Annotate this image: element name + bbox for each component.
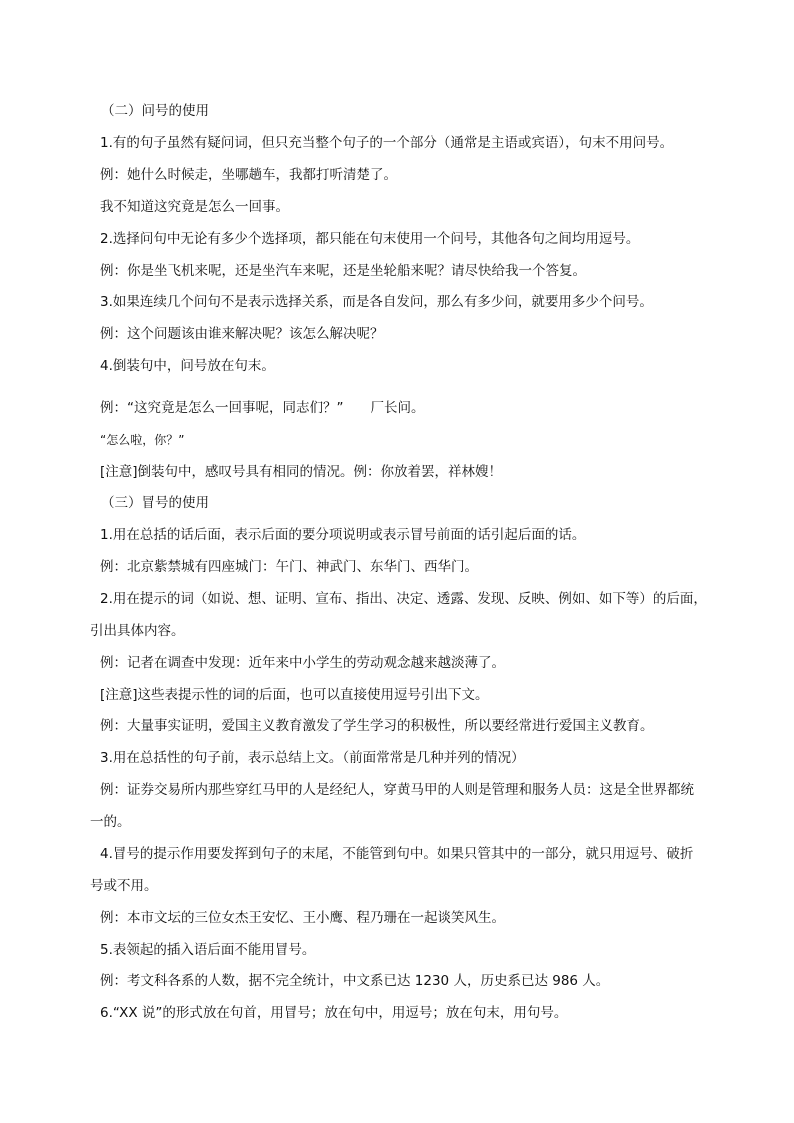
paragraph-line: 2.选择问句中无论有多少个选择项，都只能在句末使用一个问号，其他各句之间均用逗号。 [100, 231, 640, 247]
example-line: 例：“这究竟是怎么一回事呢，同志们？” 厂长问。 [100, 400, 425, 416]
section-heading-colon: （三）冒号的使用 [101, 495, 209, 511]
paragraph-line: 3.用在总括性的句子前，表示总结上文。（前面常常是几种并列的情况） [100, 750, 525, 766]
paragraph-line: 4.冒号的提示作用要发挥到句子的末尾，不能管到句中。如果只管其中的一部分，就只用逗号、破折 [100, 846, 694, 862]
paragraph-line: 号或不用。 [90, 878, 158, 894]
example-line: 例：她什么时候走，坐哪趟车，我都打听清楚了。 [100, 167, 397, 183]
example-line: 例：北京紫禁城有四座城门：午门、神武门、东华门、西华门。 [100, 559, 478, 575]
paragraph-line: 1.用在总括的话后面，表示后面的要分项说明或表示冒号前面的话引起后面的话。 [100, 527, 586, 543]
example-line: 例：证券交易所内那些穿红马甲的人是经纪人，穿黄马甲的人则是管理和服务人员：这是全世界都统 [100, 782, 694, 798]
note-line: [注意]这些表提示性的词的后面，也可以直接使用逗号引出下文。 [100, 687, 489, 703]
paragraph-line: 3.如果连续几个问句不是表示选择关系，而是各自发问，那么有多少问，就要用多少个问号。 [100, 294, 653, 310]
example-line: 例：本市文坛的三位女杰王安忆、王小鹰、程乃珊在一起谈笑风生。 [100, 910, 505, 926]
note-line: [注意]倒装句中，感叹号具有相同的情况。例：你放着罢，祥林嫂！ [100, 464, 503, 480]
example-line: 例：考文科各系的人数，据不完全统计，中文系已达 1230 人，历史系已达 986 人。 [100, 973, 610, 989]
example-line: 例：大量事实证明，爱国主义教育激发了学生学习的积极性，所以要经常进行爱国主义教育。 [100, 718, 654, 734]
section-heading-question-mark: （二）问号的使用 [101, 103, 209, 119]
paragraph-line: 4.倒装句中，问号放在句末。 [100, 358, 275, 374]
paragraph-line: 1.有的句子虽然有疑问词，但只充当整个句子的一个部分（通常是主语或宾语），句末不用问号。 [100, 135, 674, 151]
paragraph-line: 6.“XX 说”的形式放在句首，用冒号；放在句中，用逗号；放在句末，用句号。 [100, 1005, 568, 1021]
paragraph-line: 2.用在提示的词（如说、想、证明、宣布、指出、决定、透露、发现、反映、例如、如下等）的后面， [100, 591, 707, 607]
paragraph-line: 一的。 [90, 814, 131, 830]
example-line: 例：你是坐飞机来呢，还是坐汽车来呢，还是坐轮船来呢？请尽快给我一个答复。 [100, 263, 586, 279]
example-line: 我不知道这究竟是怎么一回事。 [100, 199, 289, 215]
example-line: 例：记者在调查中发现：近年来中小学生的劳动观念越来越淡薄了。 [100, 655, 505, 671]
paragraph-line: 5.表领起的插入语后面不能用冒号。 [100, 942, 316, 958]
example-line: 例：这个问题该由谁来解决呢？该怎么解决呢？ [100, 326, 384, 342]
example-line: “怎么啦，你？” [100, 433, 185, 447]
paragraph-line: 引出具体内容。 [90, 623, 185, 639]
